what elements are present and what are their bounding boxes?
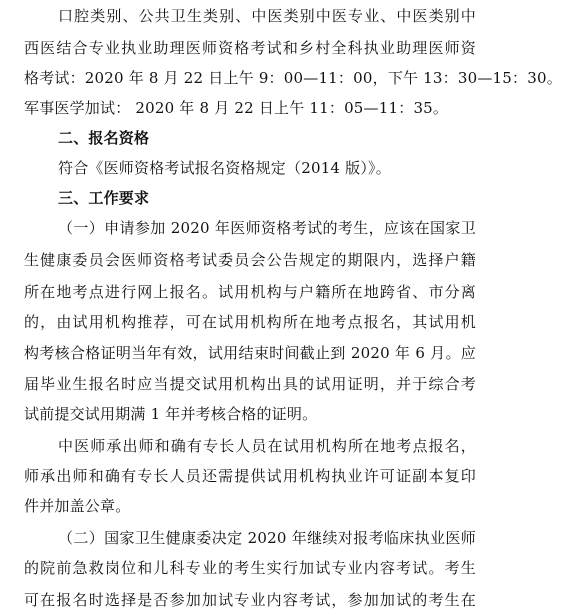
text-line-3: 格考试：2020 年 8 月 22 日上午 9：00—11：00，下午 13：30—15：30。 [24,69,562,87]
text-line-13: 届毕业生报名时应当提交试用机构出具的试用证明，并于综合考 [24,375,476,393]
text-line-15: 中医师承出师和确有专长人员在试用机构所在地考点报名， [58,437,476,455]
text-line-12: 构考核合格证明当年有效，试用结束时间截止到 2020 年 6 月。应 [24,344,476,362]
text-line-20: 可在报名时选择是否参加加试专业内容考试，参加加试的考生在 [24,591,476,609]
text-line-1: 口腔类别、公共卫生类别、中医类别中医专业、中医类别中 [58,7,476,25]
text-line-6: 符合《医师资格考试报名资格规定（2014 版）》。 [58,159,391,177]
text-line-9: 生健康委员会医师资格考试委员会公告规定的期限内，选择户籍 [24,251,476,269]
section-heading-requirements: 三、工作要求 [58,189,150,207]
text-line-18: （二）国家卫生健康委决定 2020 年继续对报考临床执业医师 [58,529,476,547]
text-line-10: 所在地考点进行网上报名。试用机构与户籍所在地跨省、市分离 [24,283,476,301]
text-line-2: 西医结合专业执业助理医师资格考试和乡村全科执业助理医师资 [24,39,476,57]
text-line-19: 的院前急救岗位和儿科专业的考生实行加试专业内容考试。考生 [24,559,476,577]
section-heading-qualification: 二、报名资格 [58,129,150,147]
text-line-14: 试前提交试用期满 1 年并考核合格的证明。 [24,405,318,423]
text-line-4: 军事医学加试： 2020 年 8 月 22 日上午 11：05—11：35。 [24,99,449,117]
text-line-17: 件并加盖公章。 [24,497,131,515]
text-line-16: 师承出师和确有专长人员还需提供试用机构执业许可证副本复印 [24,467,476,485]
text-line-8: （一）申请参加 2020 年医师资格考试的考生，应该在国家卫 [58,219,476,237]
text-line-11: 的，由试用机构推荐，可在试用机构所在地考点报名，其试用机 [24,313,476,331]
